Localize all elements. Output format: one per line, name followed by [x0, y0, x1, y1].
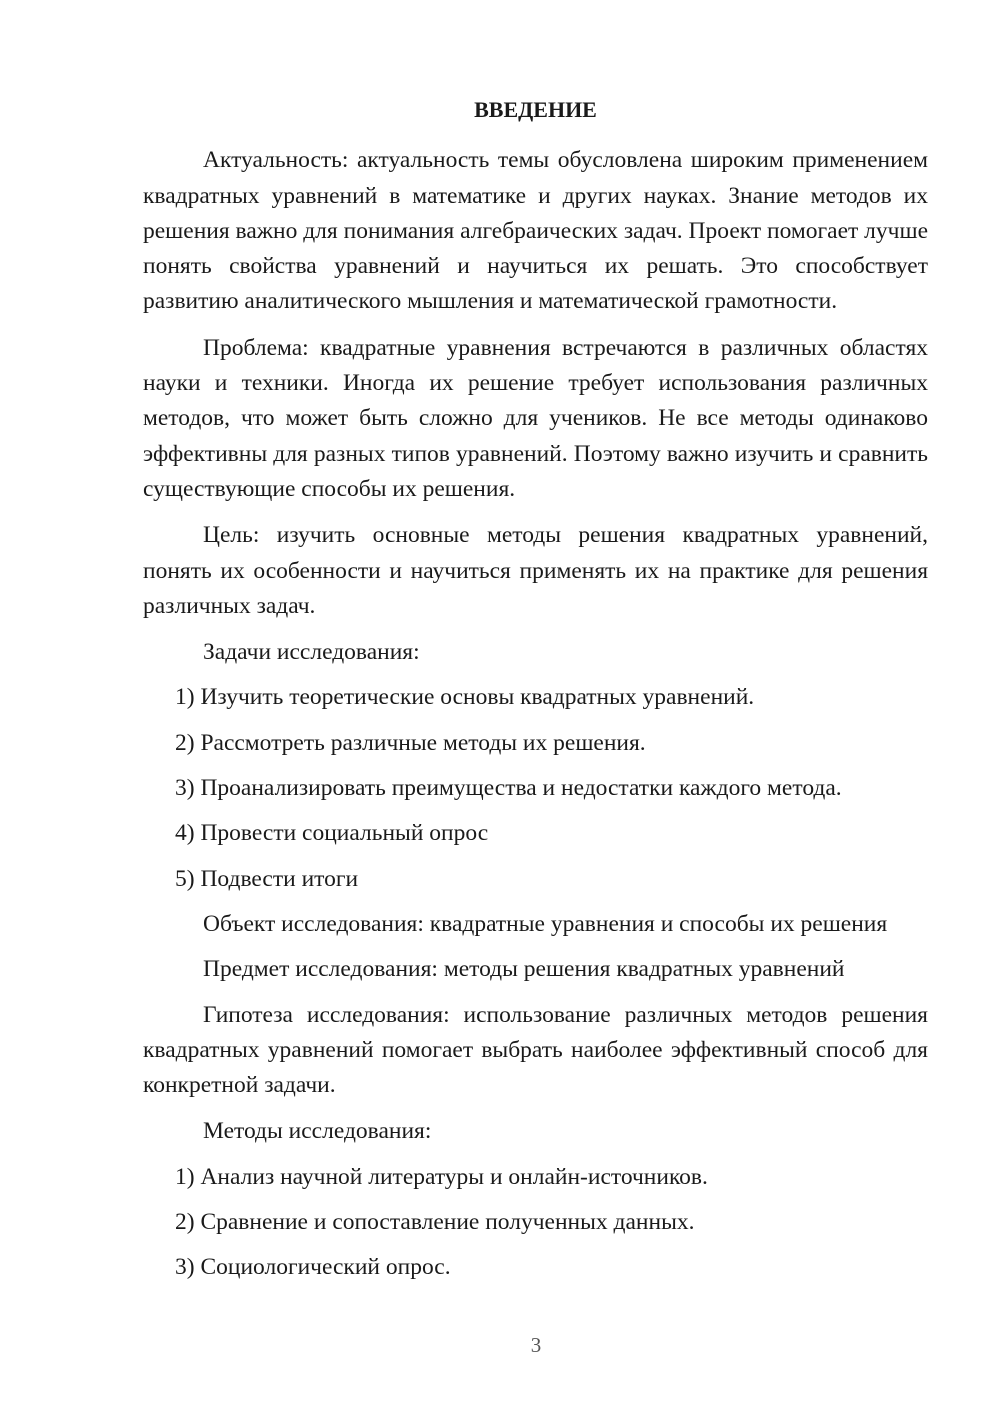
- method-item: 3) Социологический опрос.: [175, 1254, 451, 1281]
- methods-list: [143, 1160, 928, 1286]
- task-item: 1) Изучить теоретические основы квадратных уравнений.: [175, 684, 755, 711]
- page-number: 3: [530, 1333, 542, 1357]
- research-subject: Предмет исследования: методы решения квадратных уравнений: [203, 956, 845, 983]
- research-object: Объект исследования: квадратные уравнения и способы их решения: [203, 910, 888, 937]
- task-item: 2) Рассмотреть различные методы их решения.: [175, 729, 646, 756]
- hypothesis-paragraph: Гипотеза исследования: использование различных методов решения квадратных уравнений помогает выбрать наиболее эффективный способ для конкретной задачи.: [143, 1001, 928, 1099]
- problem-paragraph: Проблема: квадратные уравнения встречаются в различных областях науки и техники. Иногда их решение требует использования различных методов, что может быть сложно для учеников. Не все методы одинаково эффективны для разных типов уравнений. Поэтому важно изучить и сравнить существующие способы их решения.: [143, 334, 928, 502]
- methods-heading: Методы исследования:: [203, 1118, 432, 1145]
- tasks-list: [143, 680, 928, 896]
- goal-paragraph: Цель: изучить основные методы решения квадратных уравнений, понять их особенности и научиться применять их на практике для решения различных задач.: [143, 522, 928, 619]
- method-item: 1) Анализ научной литературы и онлайн-источников.: [175, 1163, 708, 1190]
- page-content: [143, 92, 928, 1286]
- task-item: 5) Подвести итоги: [175, 865, 359, 892]
- task-item: 4) Провести социальный опрос: [175, 820, 489, 847]
- page-title: ВВЕДЕНИЕ: [474, 97, 597, 122]
- method-item: 2) Сравнение и сопоставление полученных данных.: [175, 1209, 695, 1236]
- tasks-heading: Задачи исследования:: [203, 639, 420, 666]
- task-item: 3) Проанализировать преимущества и недостатки каждого метода.: [175, 775, 842, 802]
- relevance-paragraph: Актуальность: актуальность темы обусловлена широким применением квадратных уравнений в математике и других науках. Знание методов их решения важно для понимания алгебраических задач. Проект помогает лучше понять свойства уравнений и научиться их решать. Это способствует развитию аналитического мышления и математической грамотности.: [143, 147, 928, 315]
